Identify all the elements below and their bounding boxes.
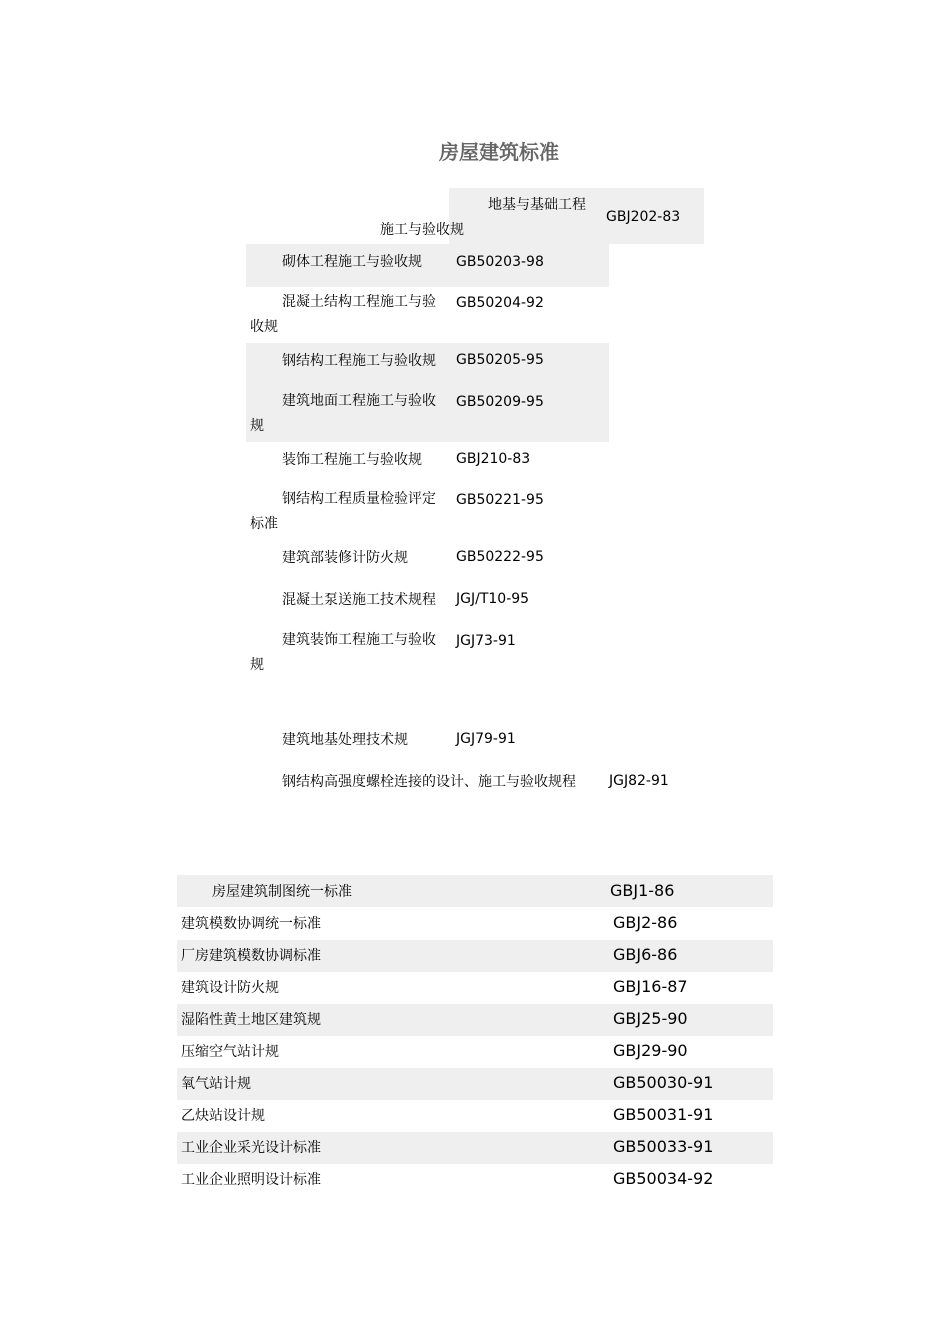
standard-name: 工业企业照明设计标准 [181, 1172, 321, 1188]
standard-name: 施工与验收规 [380, 222, 464, 238]
standard-name: 建筑装饰工程施工与验收规 [250, 632, 436, 673]
standard-name: 建筑地面工程施工与验收规 [250, 393, 436, 434]
standard-name: 装饰工程施工与验收规 [282, 452, 422, 468]
standard-name: 钢结构高强度螺栓连接的设计、施工与验收规程 [282, 774, 576, 790]
standard-name: 地基与基础工程 [488, 197, 586, 213]
standard-name: 混凝土结构工程施工与验收规 [250, 294, 436, 335]
standard-name: 混凝土泵送施工技术规程 [282, 592, 436, 608]
standard-name: 建筑模数协调统一标准 [181, 916, 321, 932]
standard-code: GBJ25-90 [613, 1009, 688, 1028]
standard-code: JGJ79-91 [456, 731, 516, 747]
standard-code: GB50204-92 [456, 295, 544, 311]
standard-code: GB50030-91 [613, 1073, 714, 1092]
standard-name: 厂房建筑模数协调标准 [181, 948, 321, 964]
standard-code: GB50031-91 [613, 1105, 714, 1124]
standard-code: GB50203-98 [456, 254, 544, 270]
page-title: 房屋建筑标准 [439, 140, 559, 164]
standard-code: GBJ202-83 [606, 209, 681, 225]
standard-name: 建筑地基处理技术规 [282, 732, 408, 748]
standard-code: GBJ1-86 [610, 881, 675, 900]
standard-code: JGJ73-91 [456, 633, 516, 649]
standard-code: GBJ2-86 [613, 913, 678, 932]
standard-name: 房屋建筑制图统一标准 [212, 884, 352, 900]
standard-name: 钢结构工程施工与验收规 [282, 353, 436, 369]
standard-code: GB50034-92 [613, 1169, 714, 1188]
standard-name: 湿陷性黄土地区建筑规 [181, 1012, 321, 1028]
standard-code: GB50205-95 [456, 352, 544, 368]
standard-code: GB50222-95 [456, 549, 544, 565]
standard-code: GB50221-95 [456, 492, 544, 508]
standard-code: GBJ29-90 [613, 1041, 688, 1060]
standard-code: JGJ82-91 [609, 773, 669, 789]
standard-name: 建筑部装修计防火规 [282, 550, 408, 566]
standard-code: GB50209-95 [456, 394, 544, 410]
standard-code: GBJ6-86 [613, 945, 678, 964]
standard-name: 工业企业采光设计标准 [181, 1140, 321, 1156]
standard-code: GB50033-91 [613, 1137, 714, 1156]
standard-name: 氧气站计规 [181, 1076, 251, 1092]
standard-name: 钢结构工程质量检验评定标准 [250, 491, 436, 532]
standard-name: 压缩空气站计规 [181, 1044, 279, 1060]
standard-code: JGJ/T10-95 [456, 591, 530, 607]
standard-code: GBJ16-87 [613, 977, 688, 996]
standard-name: 乙炔站设计规 [181, 1108, 265, 1124]
standard-name: 建筑设计防火规 [181, 980, 279, 996]
standard-code: GBJ210-83 [456, 451, 531, 467]
standard-name: 砌体工程施工与验收规 [282, 254, 422, 270]
